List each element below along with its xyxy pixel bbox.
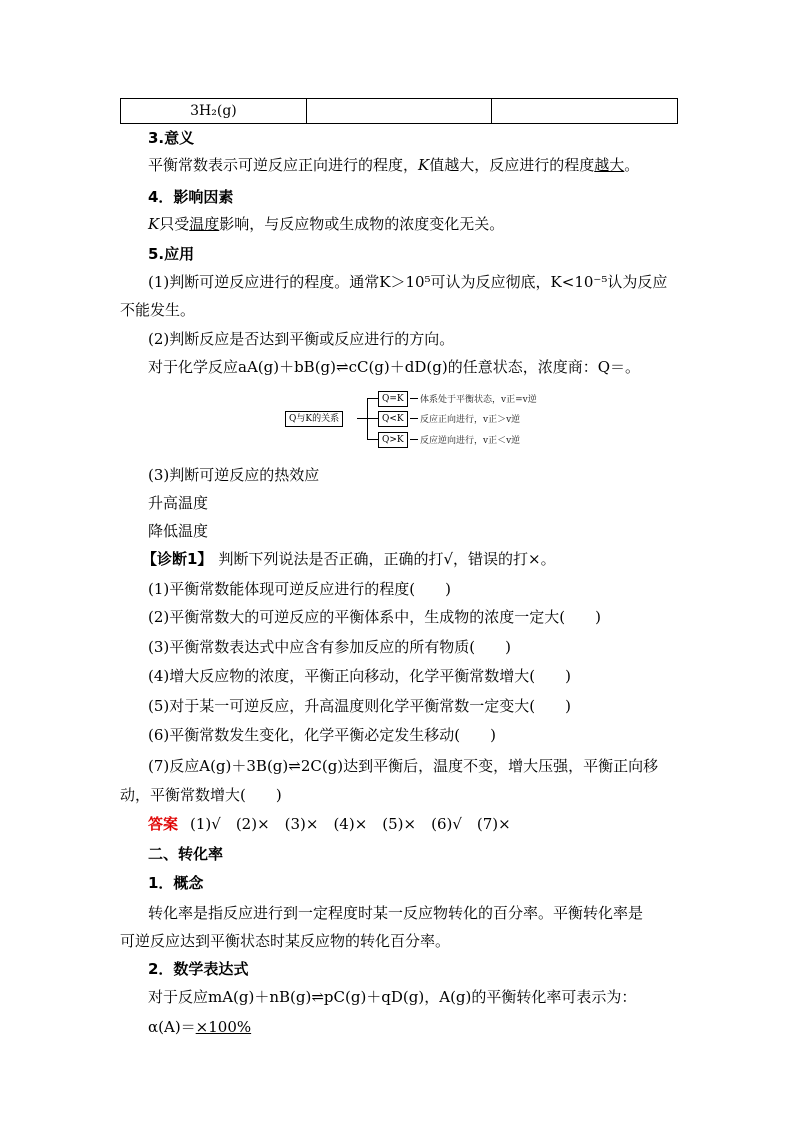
diagnosis-item: (1)平衡常数能体现可逆反应进行的程度( ) — [148, 580, 451, 598]
paragraph-expression: 对于反应mA(g)＋nB(g)⇌pC(g)＋qD(g)，A(g)的平衡转化率可表示为： — [148, 988, 637, 1006]
section-heading-conversion: 二、转化率 — [148, 845, 224, 863]
diagram-cond-box: Q>K — [378, 432, 408, 448]
equilibrium-table-fragment — [120, 98, 678, 124]
diagnosis-item: (2)平衡常数大的可逆反应的平衡体系中，生成物的浓度一定大( ) — [148, 608, 601, 626]
paragraph-raise-temp: 升高温度 — [148, 494, 209, 512]
diagnosis-header — [142, 548, 556, 570]
diagram-result: 体系处于平衡状态，v正=v逆 — [420, 395, 537, 405]
diagram-result: 反应正向进行，v正＞v逆 — [420, 415, 521, 425]
diagnosis-item: (4)增大反应物的浓度，平衡正向移动，化学平衡常数增大( ) — [148, 667, 571, 685]
paragraph-application-1: (1)判断可逆反应进行的程度。通常K＞10⁵可认为反应彻底，K<10⁻⁵认为反应 — [148, 273, 668, 291]
paragraph-factors — [148, 213, 504, 235]
symbol-k: K — [418, 156, 430, 174]
diagram-cond-box: Q<K — [378, 411, 408, 427]
answer-label: 答案 — [148, 815, 179, 833]
section-heading-meaning: 3.意义 — [148, 129, 195, 147]
underlined-answer: 温度 — [189, 215, 220, 233]
formula-underlined: ×100% — [195, 1018, 252, 1036]
formula-conversion — [148, 1016, 251, 1038]
diagnosis-item: (6)平衡常数发生变化，化学平衡必定发生移动( ) — [148, 726, 496, 744]
paragraph-concept-cont: 可逆反应达到平衡状态时某反应物的转化百分率。 — [120, 932, 451, 950]
section-heading-application: 5.应用 — [148, 245, 195, 263]
diagnosis-item-cont: 动，平衡常数增大( ) — [120, 786, 282, 804]
paragraph-heat-effect: (3)判断可逆反应的热效应 — [148, 466, 320, 484]
paragraph-concept: 转化率是指反应进行到一定程度时某一反应物转化的百分率。平衡转化率是 — [148, 904, 644, 922]
section-heading-factors: 4．影响因素 — [148, 188, 234, 206]
paragraph-application-3: 对于化学反应aA(g)＋bB(g)⇌cC(g)＋dD(g)的任意状态，浓度商：Q＝。 — [148, 358, 640, 376]
text: 。 — [624, 156, 640, 174]
text: 平衡常数表示可逆反应正向进行的程度， — [148, 156, 419, 174]
connector — [410, 398, 418, 399]
connector — [410, 439, 418, 440]
connector — [410, 418, 418, 419]
diagnosis-instruction: 判断下列说法是否正确，正确的打√，错误的打×。 — [218, 550, 556, 568]
diagnosis-item: (7)反应A(g)＋3B(g)⇌2C(g)达到平衡后，温度不变，增大压强，平衡正向移 — [148, 757, 659, 775]
subheading-expression: 2．数学表达式 — [148, 960, 249, 978]
text: 影响，与反应物或生成物的浓度变化无关。 — [219, 215, 505, 233]
diagram-result: 反应逆向进行，v正＜v逆 — [420, 436, 521, 446]
table-cell — [306, 99, 492, 124]
diagram-root-box: Q与K的关系 — [285, 411, 343, 427]
table-cell: 3H₂(g) — [121, 99, 307, 124]
connector — [367, 418, 378, 419]
paragraph-application-1-cont: 不能发生。 — [120, 301, 196, 319]
subheading-concept: 1．概念 — [148, 874, 204, 892]
paragraph-meaning — [148, 154, 639, 176]
table-cell — [492, 99, 678, 124]
connector — [367, 398, 378, 399]
table-row — [121, 99, 678, 124]
diagnosis-item: (5)对于某一可逆反应，升高温度则化学平衡常数一定变大( ) — [148, 697, 571, 715]
text: 只受 — [159, 215, 190, 233]
paragraph-lower-temp: 降低温度 — [148, 522, 209, 540]
symbol-k: K — [148, 215, 160, 233]
diagnosis-item: (3)平衡常数表达式中应含有参加反应的所有物质( ) — [148, 638, 511, 656]
underlined-answer: 越大 — [594, 156, 625, 174]
connector — [357, 418, 367, 419]
answer-text: (1)√ (2)× (3)× (4)× (5)× (6)√ (7)× — [190, 815, 511, 833]
text: 值越大，反应进行的程度 — [429, 156, 595, 174]
diagnosis-tag: 【诊断1】 — [142, 550, 213, 568]
connector — [367, 439, 378, 440]
paragraph-application-2: (2)判断反应是否达到平衡或反应进行的方向。 — [148, 330, 455, 348]
formula-prefix: α(A)＝ — [148, 1018, 196, 1036]
answer-line — [148, 813, 511, 835]
diagram-cond-box: Q=K — [378, 391, 408, 407]
